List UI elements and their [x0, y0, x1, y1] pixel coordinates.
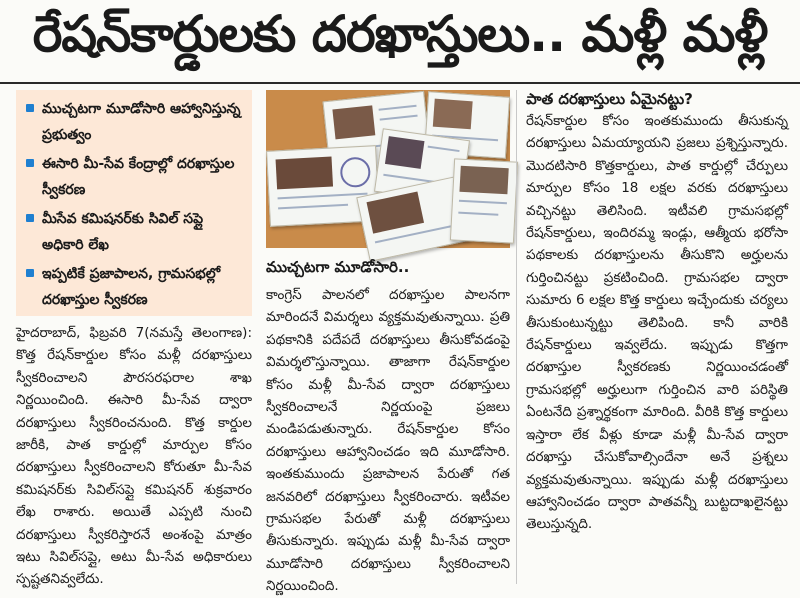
- highlights-box: [16, 90, 252, 316]
- article-column-2: కాంగ్రెస్ పాలనలో దరఖాస్తుల పాలనగా మారిందనే విమర్శలు వ్యక్తమవుతున్నాయి. ప్రతి పథకానికి పదేపదే దరఖాస్తులు తీసుకోవడంపై విమర్శలొస్తున్నాయి. తాజాగా రేషన్‌కార్డుల కోసం మళ్లీ మీ-సేవ ద్వారా దరఖాస్తులు స్వీకరించాలనే నిర్ణయంపై ప్రజలు మండిపడుతున్నారు. రేషన్‌కార్డుల కోసం దరఖాస్తులు ఆహ్వానించడం ఇది మూడోసారి. ఇంతకుముందు ప్రజాపాలన పేరుతో గత జనవరిలో దరఖాస్తులు స్వీకరించారు. ఇటీవల గ్రామసభల పేరుతో మళ్లీ దరఖాస్తులు తీసుకున్నారు. ఇప్పుడు మళ్లీ మీ-సేవ ద్వారా మూడోసారి దరఖాస్తులు స్వీకరించాలని నిర్ణయించింది.: [266, 287, 510, 595]
- square-bullet-icon: [26, 104, 34, 112]
- sub-headline: ముచ్చటగా మూడోసారి..: [266, 258, 410, 276]
- square-bullet-icon: [26, 159, 34, 167]
- highlight-text: ఇప్పటికే ప్రజాపాలన, గ్రామసభల్లో దరఖాస్తుల స్వీకరణ: [42, 266, 221, 308]
- highlight-text: ఈసారి మీ-సేవ కేంద్రాల్లో దరఖాస్తుల స్వీకరణ: [42, 156, 235, 198]
- ration-card-image: [450, 158, 518, 243]
- column-3-heading: పాత దరఖాస్తులు ఏమైనట్టు?: [526, 90, 693, 108]
- highlight-item: [24, 96, 244, 148]
- highlight-item: [24, 261, 244, 313]
- highlight-text: ముచ్చటగా మూడోసారి ఆహ్వానిస్తున్న ప్రభుత్వం: [42, 101, 241, 143]
- highlight-item: [24, 151, 244, 203]
- column-divider: [516, 90, 517, 584]
- ration-cards-photo: [266, 90, 510, 248]
- square-bullet-icon: [26, 269, 34, 277]
- headline: రేషన్‌కార్డులకు దరఖాస్తులు.. మళ్లీ మళ్లీ: [32, 4, 768, 63]
- highlight-item: [24, 206, 244, 258]
- highlight-text: మీసేవ కమిషనర్‌కు సివిల్ సప్లై అధికారి లేఖ: [42, 211, 204, 253]
- square-bullet-icon: [26, 214, 34, 222]
- headline-rule: [0, 82, 800, 84]
- article-column-3: రేషన్‌కార్డుల కోసం ఇంతకుముందు తీసుకున్న దరఖాస్తులు ఏమయ్యాయని ప్రజలు ప్రశ్నిస్తున్నారు. మొదటిసారి కొత్తకార్డులు, పాత కార్డుల్లో చేర్పులు మార్పుల కోసం 18 లక్షల వరకు దరఖాస్తులు వచ్చినట్టు తెలిసింది. ఇటీవలి గ్రామసభల్లో రేషన్‌కార్డులు, ఇందిరమ్మ ఇండ్లు, ఆత్మీయ భరోసా పథకాలకు దరఖాస్తులను తీసుకొని అర్హులను గుర్తించినట్టు ప్రకటించింది. గ్రామసభల ద్వారా సుమారు 6 లక్షల కొత్త కార్డులు ఇచ్చేందుకు చర్యలు తీసుకుంటున్నట్టు తెలిపింది. కానీ వారికి రేషన్‌కార్డులు ఇవ్వలేదు. ఇప్పుడు కొత్తగా దరఖాస్తుల స్వీకరణకు నిర్ణయించడంతో గ్రామసభల్లో అర్హులుగా గుర్తించిన వారి పరిస్థితి ఏంటనేది ప్రశ్నార్థకంగా మారింది. వీరికి కొత్త కార్డులు ఇస్తారా లేక వీళ్లు కూడా మళ్లీ మీ-సేవ ద్వారా దరఖాస్తు చేసుకోవాల్సిందేనా అనే ప్రశ్నలు వ్యక్తమవుతున్నాయి. ఇప్పుడు మళ్లీ దరఖాస్తులు ఆహ్వానించడం ద్వారా పాతవన్నీ బుట్టదాఖలైనట్టు తెలుస్తున్నది.: [526, 113, 788, 533]
- article-column-1: హైదరాబాద్, ఫిబ్రవరి 7(నమస్తే తెలంగాణ): కొత్త రేషన్‌కార్డుల కోసం మళ్లీ దరఖాస్తులు స్వీకరించాలని పౌరసరఫరాల శాఖ నిర్ణయించింది. ఈసారి మీ-సేవ ద్వారా దరఖాస్తులు స్వీకరించనుంది. కొత్త కార్డుల జారీకి, పాత కార్డుల్లో మార్పుల కోసం దరఖాస్తులు స్వీకరించాలని కోరుతూ మీ-సేవ కమిషనర్‌కు సివిల్‌సప్లై కమిషనర్ శుక్రవారం లేఖ రాశారు. అయితే ఎప్పటి నుంచి దరఖాస్తులు స్వీకరిస్తారనే అంశంపై మాత్రం ఇటు సివిల్‌సప్లై, అటు మీ-సేవ అధికారులు స్పష్టతనివ్వలేదు.: [16, 325, 252, 588]
